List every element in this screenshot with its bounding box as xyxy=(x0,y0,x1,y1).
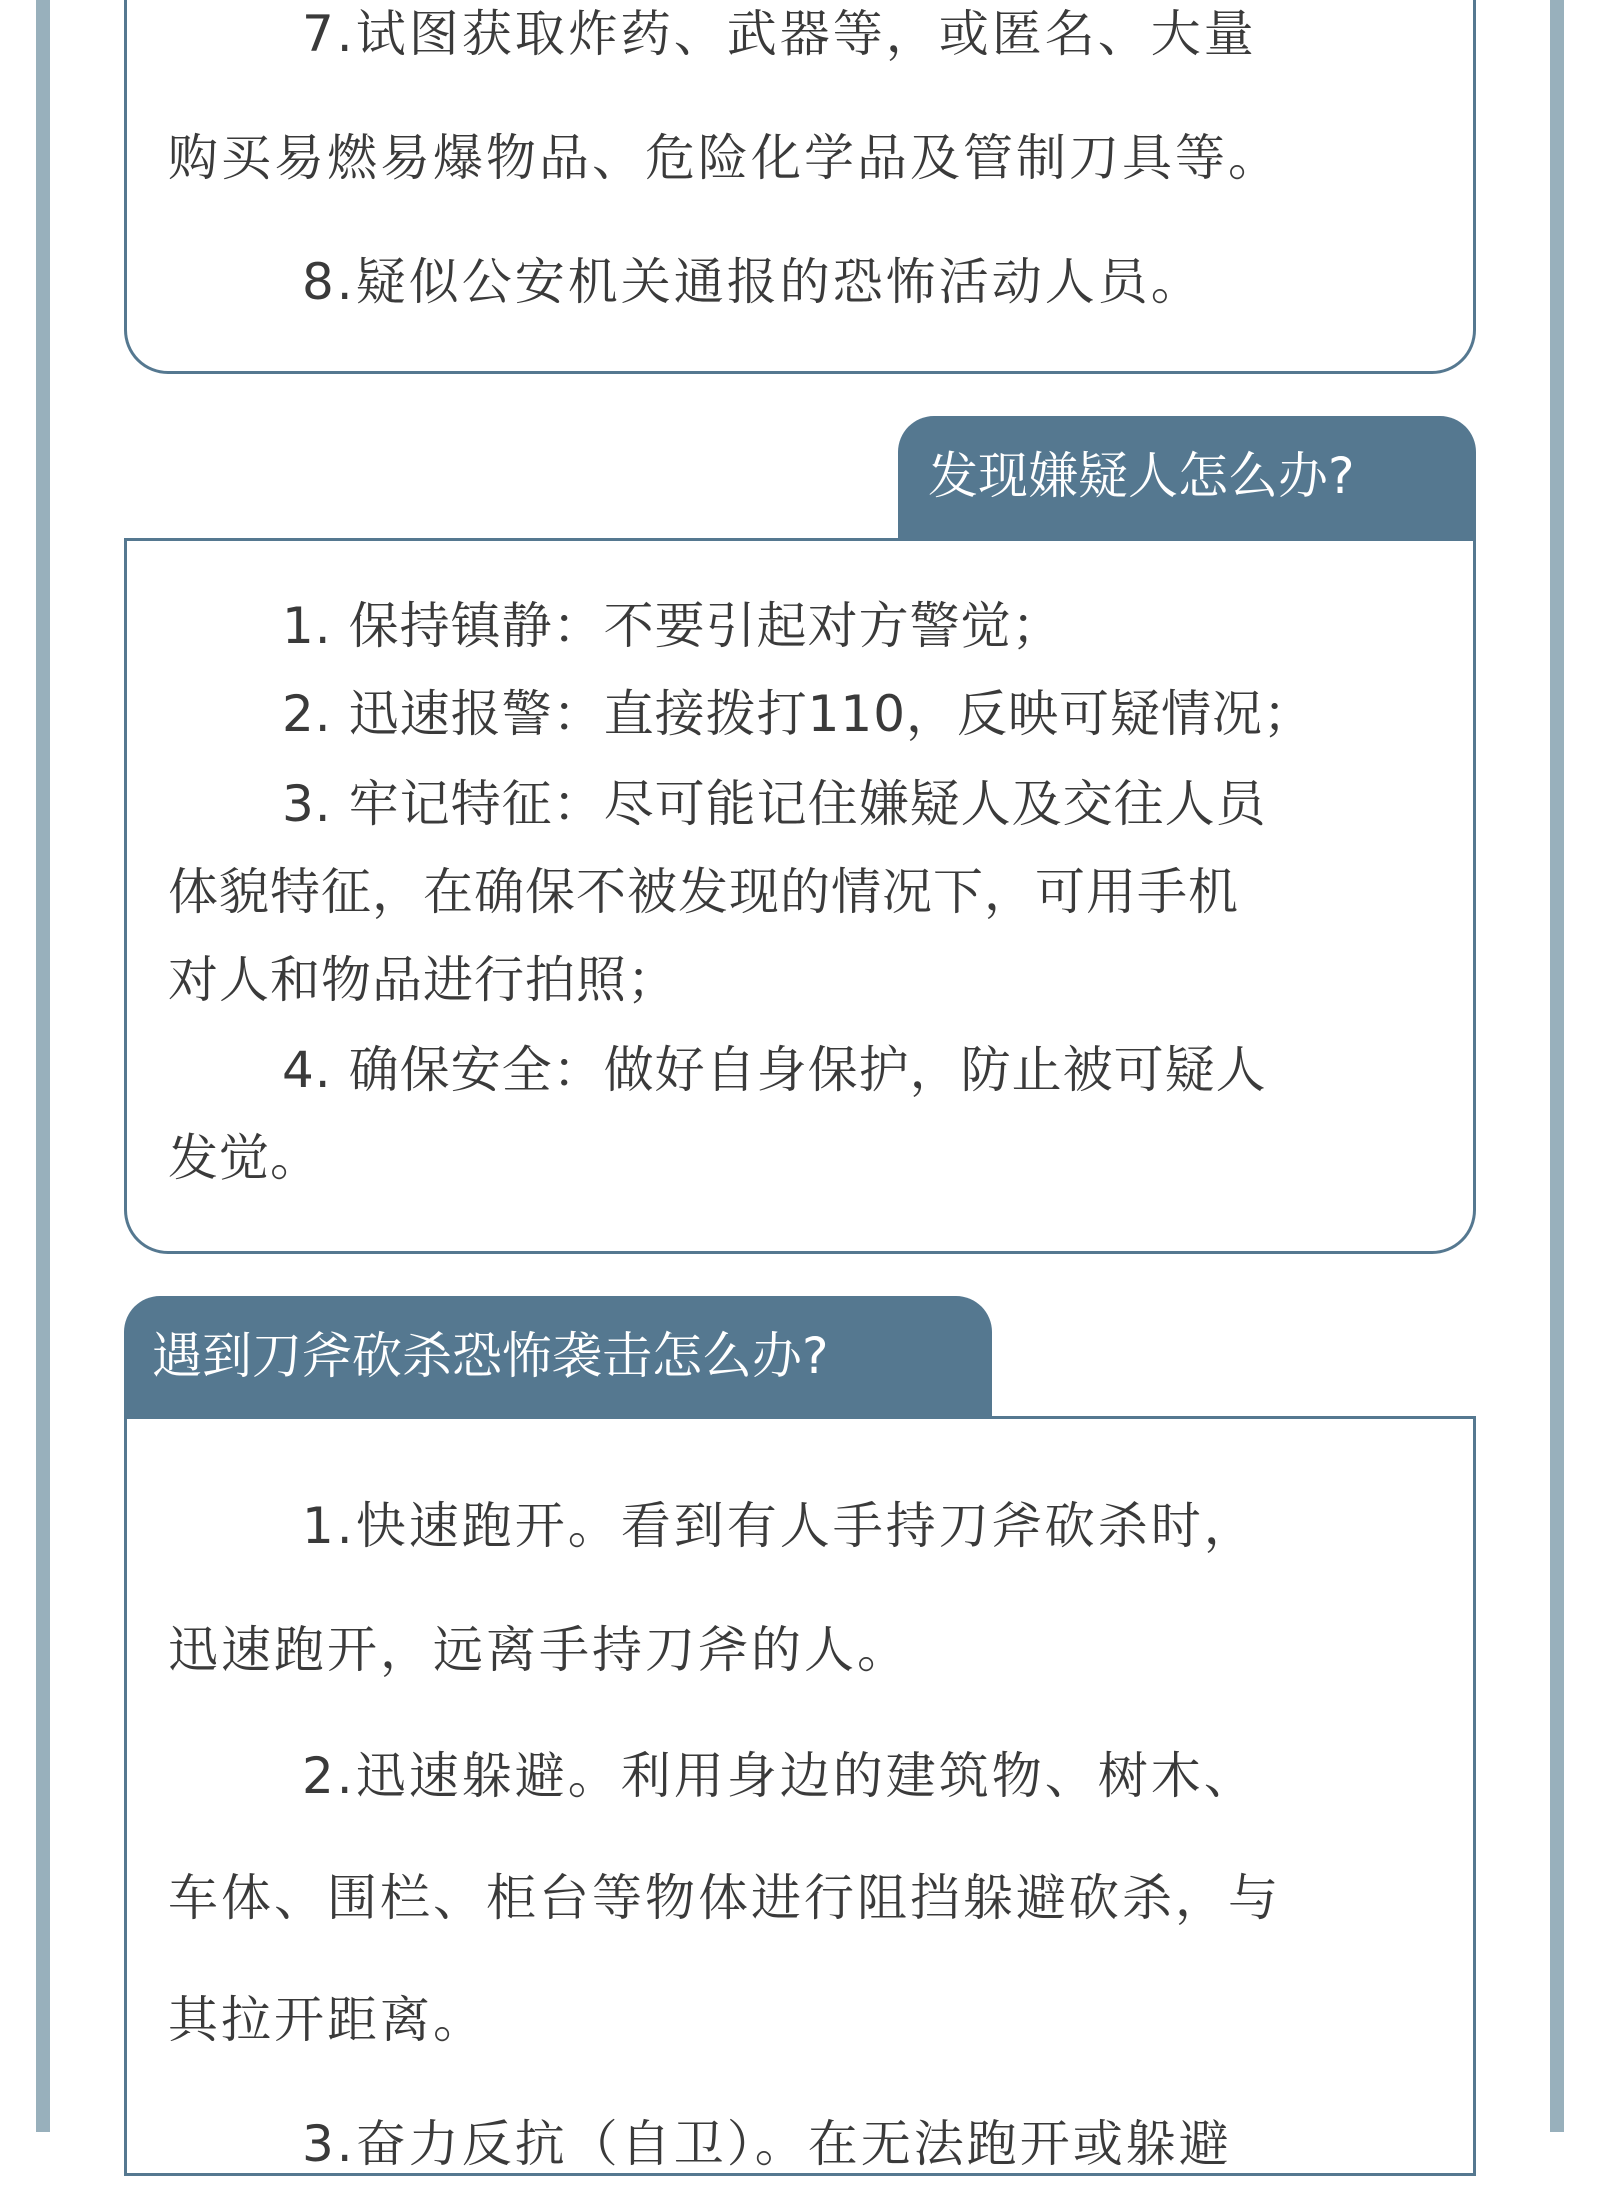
item-7-line-1: 7.试图获取炸药、武器等，或匿名、大量 xyxy=(302,5,1257,63)
right-border-bar xyxy=(1550,0,1564,2132)
suspect-item-4-line-1: 4. 确保安全：做好自身保护，防止被可疑人 xyxy=(282,1041,1267,1099)
attack-item-2-line-2: 车体、围栏、柜台等物体进行阻挡躲避砍杀，与 xyxy=(168,1869,1281,1927)
suspect-item-4-line-2: 发觉。 xyxy=(168,1129,321,1187)
section-title-tab: 发现嫌疑人怎么办? xyxy=(898,416,1476,542)
item-8: 8.疑似公安机关通报的恐怖活动人员。 xyxy=(302,253,1204,311)
section-title-tab: 遇到刀斧砍杀恐怖袭击怎么办? xyxy=(124,1296,992,1420)
item-7-line-2: 购买易燃易爆物品、危险化学品及管制刀具等。 xyxy=(168,129,1281,187)
attack-item-2-line-3: 其拉开距离。 xyxy=(168,1991,486,2049)
suspect-item-2: 2. 迅速报警：直接拨打110，反映可疑情况； xyxy=(282,685,1315,743)
attack-item-1-line-2: 迅速跑开，远离手持刀斧的人。 xyxy=(168,1621,910,1679)
suspect-item-1: 1. 保持镇静：不要引起对方警觉； xyxy=(282,597,1063,655)
attack-item-1-line-1: 1.快速跑开。看到有人手持刀斧砍杀时， xyxy=(302,1497,1257,1555)
attack-item-2-line-1: 2.迅速躲避。利用身边的建筑物、树木、 xyxy=(302,1747,1257,1805)
suspect-item-3-line-1: 3. 牢记特征：尽可能记住嫌疑人及交往人员 xyxy=(282,775,1267,833)
attack-item-3-line-1: 3.奋力反抗（自卫）。在无法跑开或躲避 xyxy=(302,2115,1232,2173)
suspect-item-3-line-2: 体貌特征，在确保不被发现的情况下，可用手机 xyxy=(168,863,1239,921)
left-border-bar xyxy=(36,0,50,2132)
suspect-item-3-line-3: 对人和物品进行拍照； xyxy=(168,951,678,1009)
